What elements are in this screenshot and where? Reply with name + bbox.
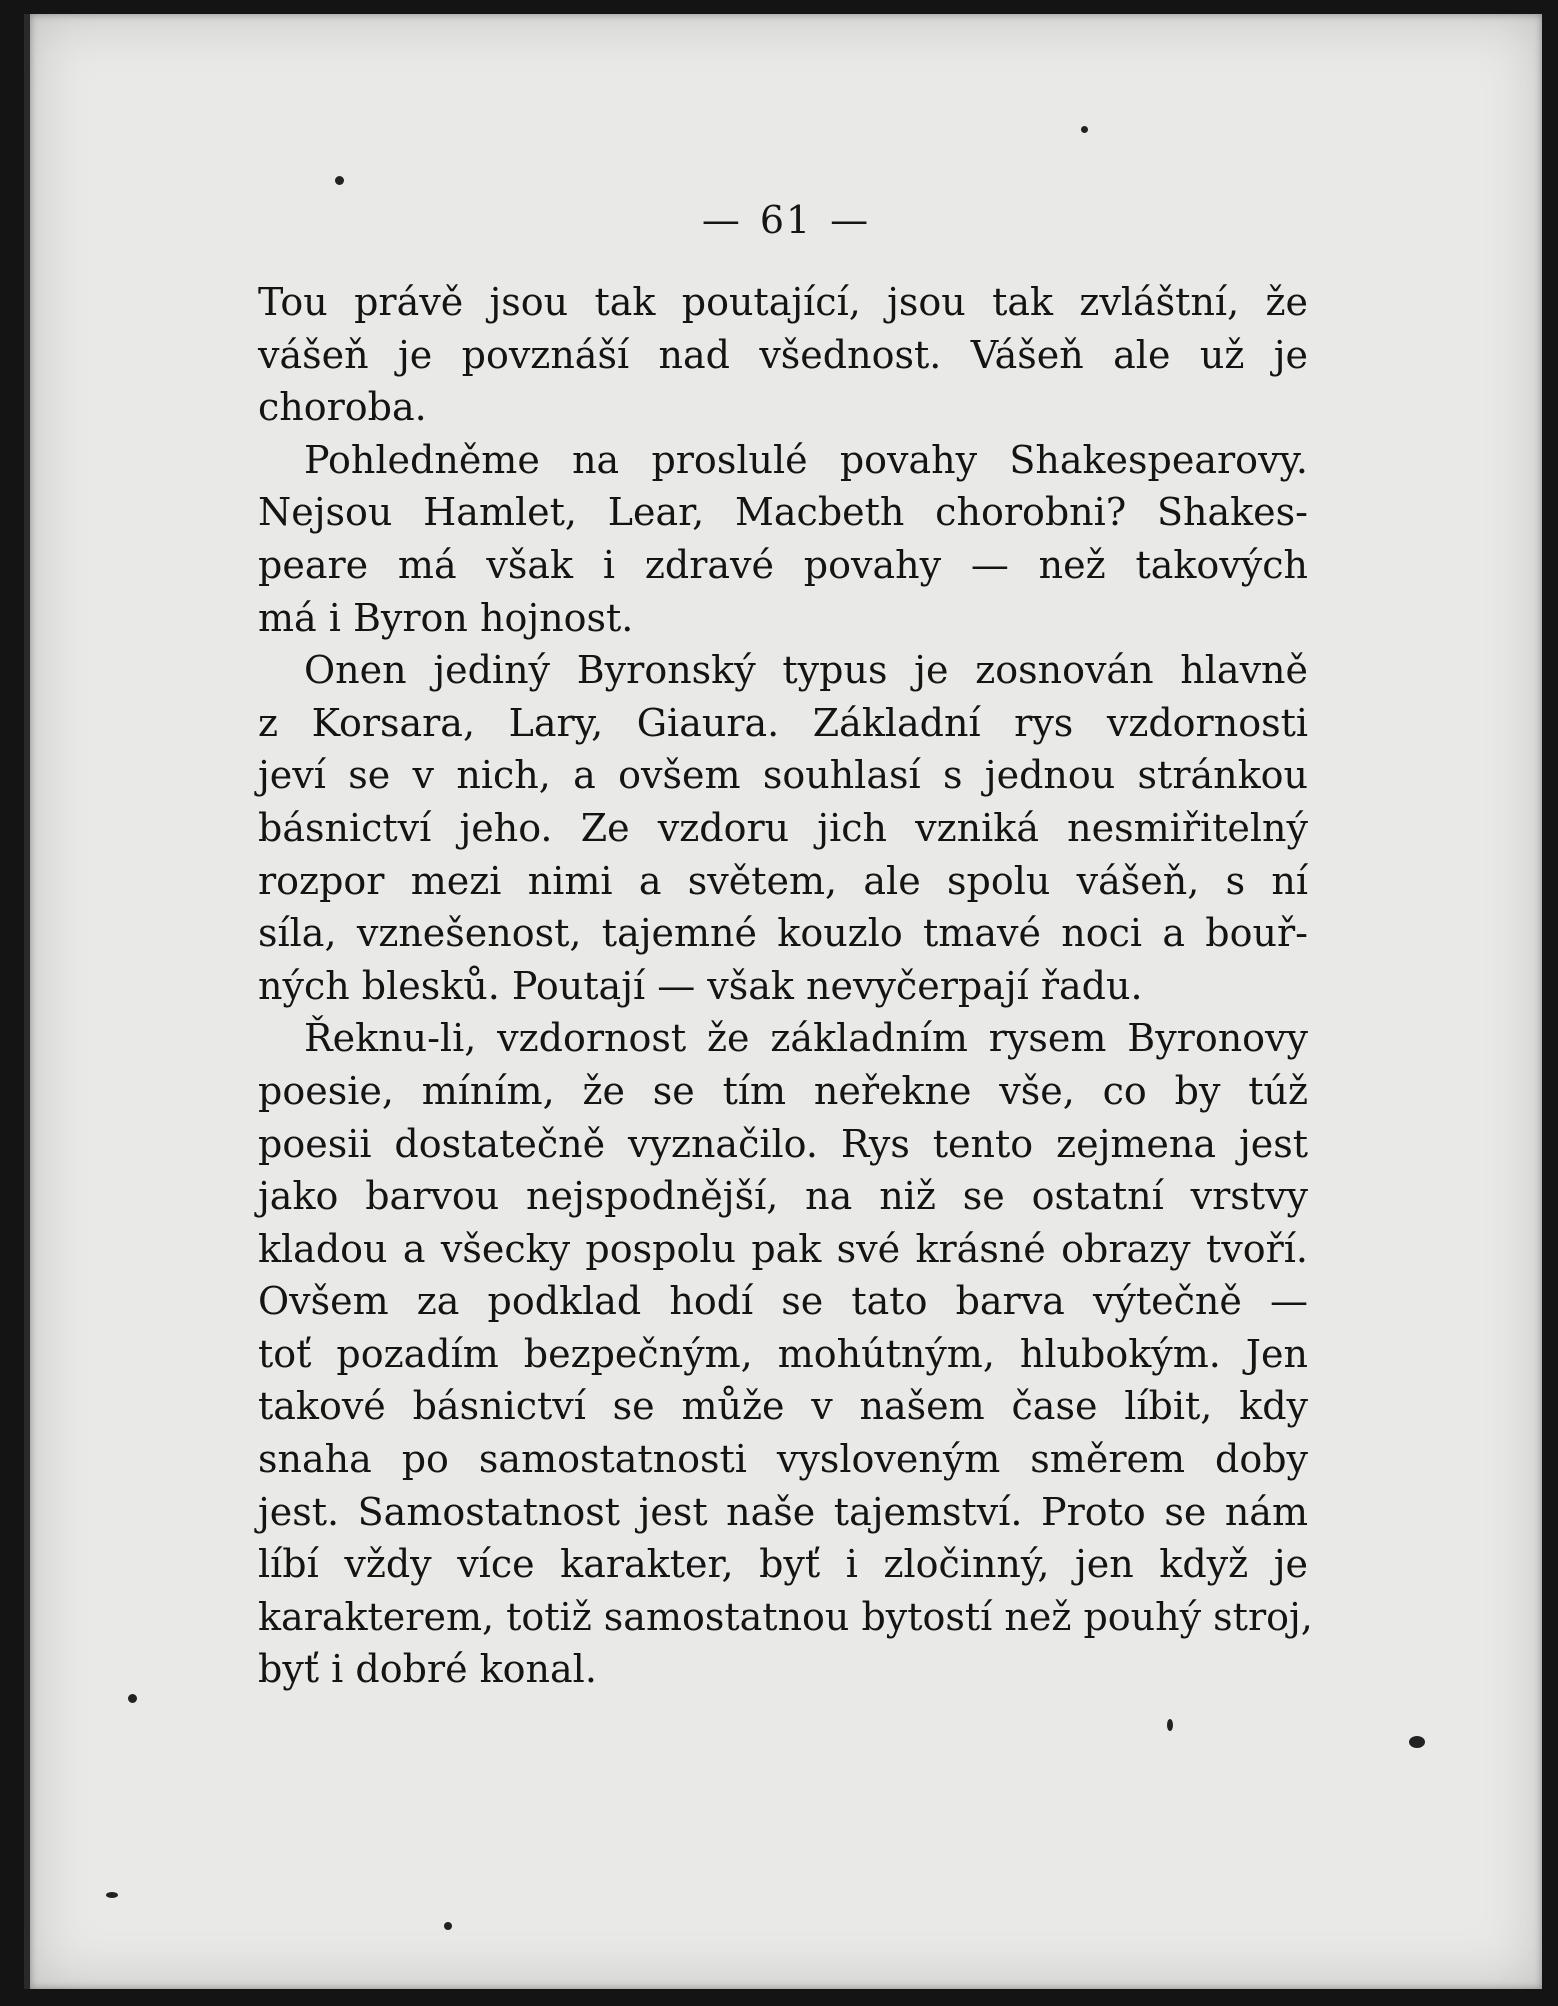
text-line: z Korsara, Lary, Giaura. Základní rys vzdornosti [258, 700, 1308, 745]
book-page [24, 14, 1542, 1989]
text-line: Řeknu-li, vzdornost že základním rysem Byronovy [304, 1016, 1308, 1061]
scan-speck [128, 1694, 137, 1703]
text-line: Nejsou Hamlet, Lear, Macbeth chorobni? Shakes- [258, 490, 1308, 535]
text-line: Tou právě jsou tak poutající, jsou tak zvláštní, že [258, 280, 1308, 324]
scan-speck [1167, 1719, 1173, 1731]
text-line: poesie, míním, že se tím neřekne vše, co by túž [258, 1068, 1308, 1113]
text-line: poesii dostatečně vyznačilo. Rys tento zejmena jest [258, 1121, 1308, 1166]
text-line: peare má však i zdravé povahy — než takových [258, 542, 1308, 587]
page-number-header [30, 198, 1542, 242]
text-line: jeví se v nich, a ovšem souhlasí s jednou stránkou [258, 753, 1308, 798]
text-line: jako barvou nejspodnější, na niž se ostatní vrstvy [258, 1174, 1308, 1219]
text-line: jest. Samostatnost jest naše tajemství. Proto se nám [258, 1489, 1308, 1534]
text-line: snaha po samostatnosti vysloveným směrem doby [258, 1437, 1308, 1482]
text-line: choroba. [258, 385, 427, 430]
scan-speck [444, 1922, 452, 1930]
scan-speck [1081, 126, 1088, 133]
text-line: rozpor mezi nimi a světem, ale spolu vášeň, s ní [258, 858, 1308, 903]
text-line: Ovšem za podklad hodí se tato barva výtečně — [258, 1279, 1308, 1324]
text-line: síla, vznešenost, tajemné kouzlo tmavé noci a bouř- [258, 911, 1308, 956]
text-line: Pohledněme na proslulé povahy Shakespearovy. [304, 437, 1308, 482]
dash-right: — [830, 198, 871, 242]
dash-left: — [701, 198, 742, 242]
page-text [258, 276, 1313, 1696]
page-number: 61 [759, 198, 813, 242]
text-line: byť i dobré konal. [258, 1647, 597, 1692]
text-line: ných blesků. Poutají — však nevyčerpají řadu. [258, 963, 1143, 1008]
scan-speck [335, 176, 344, 185]
text-line: karakterem, totiž samostatnou bytostí než pouhý stroj, [258, 1594, 1313, 1639]
text-line: kladou a všecky pospolu pak své krásné obrazy tvoří. [258, 1226, 1308, 1271]
scan-speck [106, 1892, 118, 1898]
text-line: má i Byron hojnost. [258, 595, 634, 640]
text-line: toť pozadím bezpečným, mohútným, hlubokým. Jen [258, 1331, 1308, 1376]
scan-speck [1409, 1736, 1425, 1748]
text-line: vášeň je povznáší nad všednost. Vášeň ale už je [258, 332, 1308, 377]
text-line: Onen jediný Byronský typus je zosnován hlavně [304, 648, 1308, 693]
text-line: básnictví jeho. Ze vzdoru jich vzniká nesmiřitelný [258, 805, 1308, 850]
text-line: takové básnictví se může v našem čase líbit, kdy [258, 1384, 1308, 1429]
text-line: líbí vždy více karakter, byť i zločinný, jen když je [258, 1542, 1308, 1587]
